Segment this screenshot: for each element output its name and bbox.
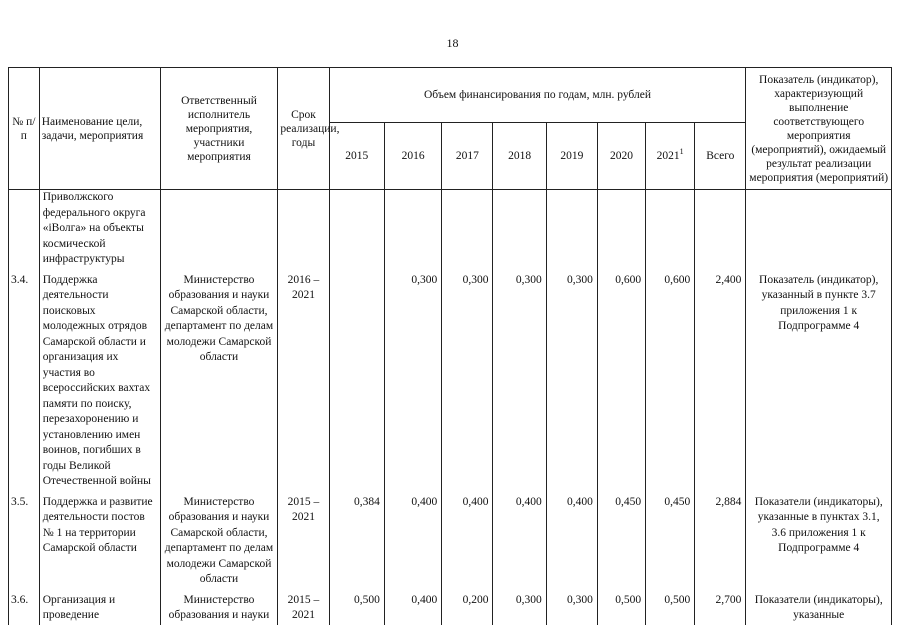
row-value-2016: 0,400 (384, 491, 441, 589)
header-term: Срок реализации, годы (278, 68, 329, 190)
table-row (9, 269, 892, 491)
header-year: 2016 (384, 123, 441, 190)
row-value-2015: 0,500 (329, 589, 384, 625)
row-term: 2015 – 2021 (278, 491, 329, 589)
row-total: 2,700 (695, 589, 746, 625)
header-year: 2020 (597, 123, 645, 190)
row-total: 2,884 (695, 491, 746, 589)
row-value-2017: 0,400 (442, 491, 493, 589)
row-value-2019: 0,300 (546, 589, 597, 625)
row-value-2021: 0,500 (646, 589, 695, 625)
row-executor: Министерство образования и науки Самарской области, департамент по делам молодежи Самарской области (160, 491, 278, 589)
row-value-2020: 0,450 (597, 491, 645, 589)
page-number: 18 (446, 36, 459, 50)
row-executor: Министерство образования и науки (160, 589, 278, 625)
row-executor: Министерство образования и науки Самарской области, департамент по делам молодежи Самарской области (160, 269, 278, 491)
row-value-2015 (329, 269, 384, 491)
footnote-mark: 1 (679, 147, 684, 157)
row-value-2020: 0,600 (597, 269, 645, 491)
row-name: Поддержка и развитие деятельности постов № 1 на территории Самарской области (39, 491, 160, 589)
row-indicator: Показатели (индикаторы), указанные в пунктах 3.1, 3.6 приложения 1 к Подпрограмме 4 (746, 491, 892, 589)
header-year: 2015 (329, 123, 384, 190)
row-value-2017: 0,300 (442, 269, 493, 491)
row-value-2018: 0,300 (493, 269, 546, 491)
row-value-2015: 0,384 (329, 491, 384, 589)
table-row (9, 589, 892, 625)
row-indicator: Показатель (индикатор), указанный в пункте 3.7 приложения 1 к Подпрограмме 4 (746, 269, 892, 491)
header-indicator: Показатель (индикатор), характеризующий выполнение соответствующего мероприятия (мероприятий), ожидаемый результат реализации мероприятия (мероприятий) (746, 68, 892, 190)
continuation-name: Приволжского федерального округа «iВолга» на объекты космической инфраструктуры (39, 190, 160, 269)
row-num: 3.4. (9, 269, 40, 491)
row-name: Организация и проведение (39, 589, 160, 625)
header-funding: Объем финансирования по годам, млн. рублей (329, 68, 746, 123)
header-num: № п/п (9, 68, 40, 190)
row-value-2018: 0,400 (493, 491, 546, 589)
row-value-2020: 0,500 (597, 589, 645, 625)
header-year: 2019 (546, 123, 597, 190)
header-year-2021: 2021$^1$ (646, 123, 695, 190)
row-value-2021: 0,450 (646, 491, 695, 589)
row-name: Поддержка деятельности поисковых молодежных отрядов Самарской области и организация их участия во всероссийских вахтах памяти по поиску, перезахоронению и установлению имен воинов, погибших в годы Великой Отечественной войны (39, 269, 160, 491)
row-indicator: Показатели (индикаторы), указанные (746, 589, 892, 625)
header-executor: Ответственный исполнитель мероприятия, участники мероприятия (160, 68, 278, 190)
header-year: 2018 (493, 123, 546, 190)
row-value-2018: 0,300 (493, 589, 546, 625)
row-value-2016: 0,400 (384, 589, 441, 625)
row-total: 2,400 (695, 269, 746, 491)
table-row (9, 491, 892, 589)
funding-table (8, 67, 892, 625)
table-row-continuation (9, 190, 892, 269)
row-value-2019: 0,300 (546, 269, 597, 491)
row-value-2021: 0,600 (646, 269, 695, 491)
row-value-2017: 0,200 (442, 589, 493, 625)
header-total: Всего (695, 123, 746, 190)
header-year: 2017 (442, 123, 493, 190)
row-value-2016: 0,300 (384, 269, 441, 491)
row-value-2019: 0,400 (546, 491, 597, 589)
row-num: 3.5. (9, 491, 40, 589)
row-term: 2016 – 2021 (278, 269, 329, 491)
row-term: 2015 – 2021 (278, 589, 329, 625)
row-num: 3.6. (9, 589, 40, 625)
table-header-row (9, 68, 892, 123)
header-name: Наименование цели, задачи, мероприятия (39, 68, 160, 190)
